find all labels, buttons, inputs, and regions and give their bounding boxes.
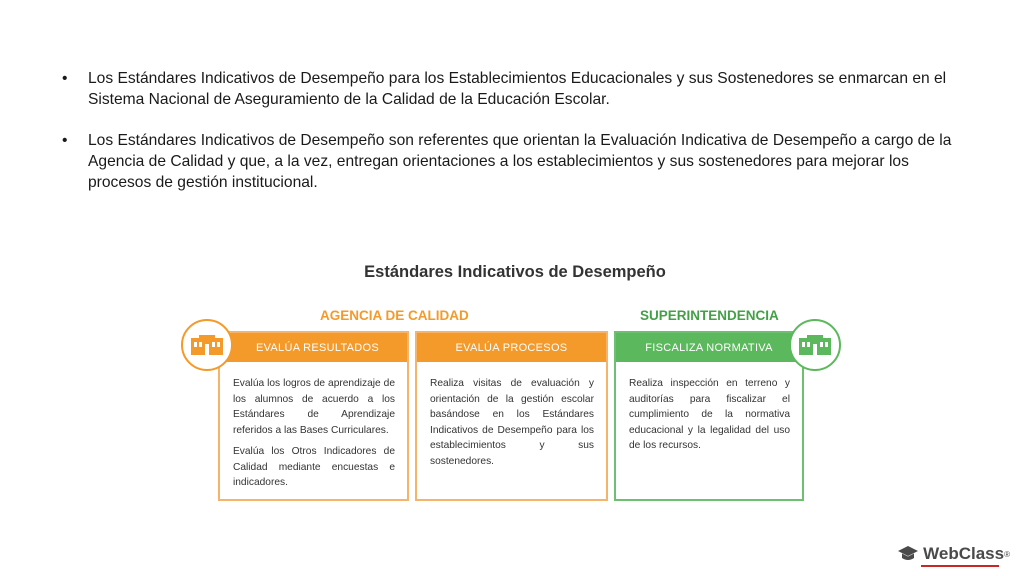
diagram-title: Estándares Indicativos de Desempeño [364,263,666,281]
bullet-dot: • [62,132,68,149]
column-paragraph: Realiza visitas de evaluación y orientación de la gestión escolar basándose en los Estándares Indicativos de Desempeño para los establecimientos y sus sostenedores. [430,378,594,467]
superintendencia-label: SUPERINTENDENCIA [640,308,779,323]
column-fiscaliza-normativa [614,331,804,501]
logo-text: WebClass [923,544,1005,563]
column-paragraph: Evalúa los logros de aprendizaje de los alumnos de acuerdo a los Estándares de Aprendizaje referidos a las Bases Curriculares. [233,378,395,436]
column-body [616,362,802,454]
webclass-logo [897,544,1010,564]
logo-underline [921,565,999,567]
bullet-item [62,130,962,193]
column-header: EVALÚA RESULTADOS [220,333,407,362]
column-header: EVALÚA PROCESOS [417,333,606,362]
bullet-item [62,68,962,110]
column-header: FISCALIZA NORMATIVA [616,333,802,362]
school-building-icon [789,319,841,371]
column-evalua-procesos [415,331,608,501]
agencia-label: AGENCIA DE CALIDAD [320,308,469,323]
column-body [417,362,606,469]
school-building-icon [181,319,233,371]
bullet-list [62,68,962,213]
bullet-text: Los Estándares Indicativos de Desempeño son referentes que orientan la Evaluación Indicativa de Desempeño a cargo de la Agencia de Calidad y que, a la vez, entregan orientaciones a los establecimientos y sus sostenedores para mejorar los procesos de gestión institucional. [88,132,952,191]
logo-mark: ® [1004,549,1010,559]
column-paragraph: Realiza inspección en terreno y auditorías para fiscalizar el cumplimiento de la normativa educacional y la legalidad del uso de los recursos. [629,378,790,451]
column-paragraph: Evalúa los Otros Indicadores de Calidad mediante encuestas e indicadores. [233,446,395,488]
bullet-text: Los Estándares Indicativos de Desempeño para los Establecimientos Educacionales y sus Sostenedores se enmarcan en el Sistema Nacional de Aseguramiento de la Calidad de la Educación Escolar. [88,70,947,108]
column-body [220,362,407,491]
graduation-cap-icon [897,545,919,563]
column-evalua-resultados [218,331,409,501]
bullet-dot: • [62,70,68,87]
